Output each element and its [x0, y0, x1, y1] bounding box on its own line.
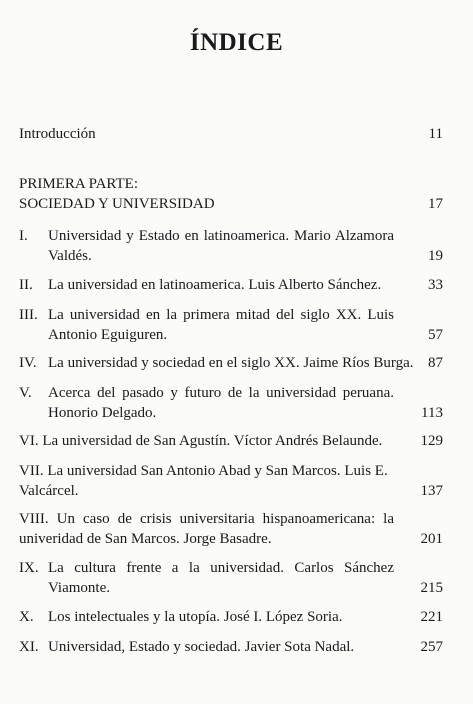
entry-page: 87 [428, 355, 443, 371]
entry-page: 57 [428, 327, 443, 343]
entry-page: 257 [420, 639, 443, 655]
entry-text: La universidad en latinoamerica. Luis Alberto Sánchez. [48, 277, 382, 293]
toc-entry [19, 431, 443, 451]
toc-entry [19, 509, 443, 549]
toc-entry [19, 226, 443, 266]
entry-number: III. [19, 307, 38, 323]
toc-entry [19, 275, 443, 295]
part-label: PRIMERA PARTE: [19, 176, 138, 192]
entry-number: IV. [19, 355, 37, 371]
page-title: ÍNDICE [189, 29, 284, 56]
entry-text: La universidad en la primera mitad del siglo XX. Luis Antonio Eguiguren. [48, 307, 394, 343]
toc-entry [19, 607, 443, 627]
entry-number: V. [19, 385, 32, 401]
entry-text: Los intelectuales y la utopía. José I. López Soria. [48, 609, 343, 625]
entry-text: Un caso de crisis universitaria hispanoamericana: la univeridad de San Marcos. Jorge Basadre. [19, 511, 394, 547]
entry-text: Introducción [19, 126, 96, 142]
entry-page: 11 [428, 126, 443, 142]
entry-page: 17 [428, 196, 443, 212]
entry-number: X. [19, 609, 34, 625]
entry-number: VI. [19, 433, 39, 449]
entry-page: 215 [420, 580, 443, 596]
entry-page: 201 [420, 531, 443, 547]
entry-page: 113 [421, 405, 443, 421]
entry-text: La universidad San Antonio Abad y San Marcos. Luis E. Valcárcel. [19, 463, 388, 499]
entry-page: 221 [420, 609, 443, 625]
toc-part-heading [19, 174, 443, 214]
entry-text: La universidad de San Agustín. Víctor Andrés Belaunde. [42, 433, 383, 449]
toc-entry [19, 637, 443, 657]
toc-entry [19, 353, 443, 373]
entry-number: IX. [19, 560, 39, 576]
entry-text: Universidad, Estado y sociedad. Javier Sota Nadal. [48, 639, 355, 655]
entry-page: 33 [428, 277, 443, 293]
entry-number: XI. [19, 639, 39, 655]
entry-number: I. [19, 228, 28, 244]
entry-text: La cultura frente a la universidad. Carlos Sánchez Viamonte. [48, 560, 394, 596]
toc-entry [19, 558, 443, 598]
entry-text: La universidad y sociedad en el siglo XX. Jaime Ríos Burga. [48, 355, 414, 371]
toc-entry [19, 383, 443, 423]
entry-page: 137 [420, 483, 443, 499]
entry-page: 129 [420, 433, 443, 449]
entry-text: Acerca del pasado y futuro de la universidad peruana. Honorio Delgado. [48, 385, 394, 421]
entry-number: VIII. [19, 511, 49, 527]
entry-text: Universidad y Estado en latinoamerica. Mario Alzamora Valdés. [48, 228, 394, 264]
toc-entry [19, 305, 443, 345]
entry-page: 19 [428, 248, 443, 264]
toc-entry-introduction [19, 124, 443, 144]
part-title: SOCIEDAD Y UNIVERSIDAD [19, 196, 215, 212]
entry-number: VII. [19, 463, 44, 479]
toc-entry [19, 461, 443, 501]
entry-number: II. [19, 277, 33, 293]
